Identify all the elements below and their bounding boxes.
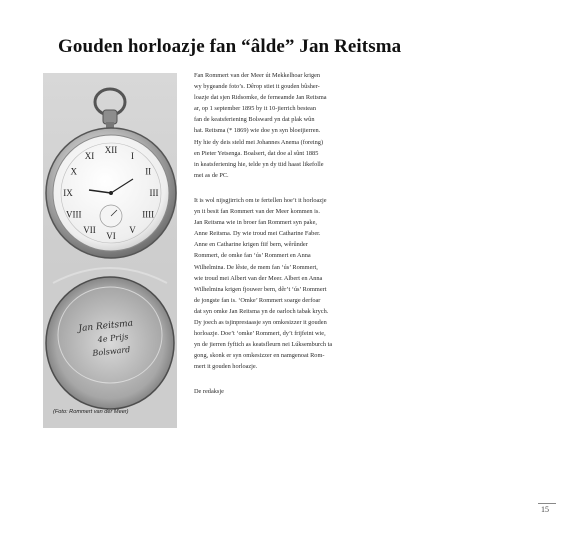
dial-numeral: II [145,166,152,177]
engraving-line: Bolsward [92,344,131,358]
dial-numeral: III [149,188,159,198]
dial-numeral: IX [63,188,73,198]
dial-numeral: V [129,225,136,236]
text-line: Rommert, de omke fan ‘ús’ Rommert en Anna [194,252,311,260]
signature: De redaksje [194,388,224,396]
text-line: yn it besit fan Rommert van der Meer kommen is. [194,208,320,216]
dial-numeral: VI [106,231,116,241]
pocket-watch-photo [43,73,177,428]
text-line: yn de jierren fyftich as keatsfleurn nei Lúksemburch ta [194,341,333,349]
text-line: It is wol nijsgjirrich om te fertellen hoe’t it horloazje [194,196,327,204]
engraving-line: 4e Prijs [97,332,129,345]
text-line: in keatsferiening hie, telde yn dy tiid haast likefolle [194,160,324,168]
text-line: loazje dat sjen Ridsomke, de ferneamde Jan Reitsma [194,94,327,102]
page-number-rule [538,503,556,504]
text-line: gong, skonk er syn omkesizzer en namgenoat Rom- [194,352,325,360]
text-line: Hy hie dy deis steld mei Johannes Anema (foreing) [194,138,324,146]
text-line: ar, op 1 september 1895 by it 10-jierrich bestean [194,105,316,113]
dial-numeral: VIII [66,209,82,220]
dial-numeral: I [131,150,134,161]
dial-numeral: XI [84,150,95,161]
text-line: Fan Rommert van der Meer út Mekkelhoar krigen [194,72,321,79]
text-line: hat. Reitsma (* 1869) wie doe yn syn bloeijierren. [194,127,321,135]
text-line: fan de keatsferiening Bolsward yn dat plak wûn [194,116,315,124]
text-line: dat syn omke Jan Reitsma yn de oarloch tabak krych. [194,307,329,315]
dial-numeral: XII [104,145,118,155]
page-number: 15 [541,505,549,514]
paragraph-1 [194,70,356,181]
text-line: en Pieter Yetsenga. Boalsert, dat doe al sûnt 1885 [194,149,319,157]
text-line: horloazje. Doe’t ‘omke’ Rommert, dy’t frijfeint wie, [194,330,326,338]
dial-numeral: X [70,166,78,177]
text-line: Wilhelmina krigen fjouwer bern, dêr’t ‘ús’ Rommert [194,285,327,293]
photo-caption: (Foto: Rommert van der Meer) [53,409,129,415]
paragraph-2 [194,195,356,373]
dial-numeral: IIII [142,209,155,220]
article-body [194,70,356,398]
text-line: wie troud mei Albert van der Meer. Albert en Anna [194,274,323,282]
watch-photo-panel [43,73,177,428]
text-line: de jongste fan is. ‘Omke’ Rommert soarge derfoar [194,296,321,304]
text-line: Wilhelmina. De lêste, de mem fan ‘ús’ Rommert, [194,263,318,271]
text-line: Jan Reitsma wie in broer fan Rommert syn pake, [194,219,317,227]
text-line: Anne Reitsma. Dy wie troud mei Catharine Faber. [194,230,321,238]
text-line: Dy joech as tsjinprestaasje syn omkesizzer it gouden [194,318,327,326]
dial-numeral: VII [83,225,96,236]
page-title: Gouden horloazje fan “âlde” Jan Reitsma [58,36,402,57]
text-line: mei as de PC. [194,171,229,179]
engraving-line: Jan Reitsma [78,318,134,335]
text-line: mert it gouden horloazje. [194,363,258,371]
text-line: wy bygeande foto’s. Dêrop stiet it gouden bûsher- [194,83,320,91]
text-line: Anne en Catharine krigen fiif bern, wêrûnder [194,241,308,249]
